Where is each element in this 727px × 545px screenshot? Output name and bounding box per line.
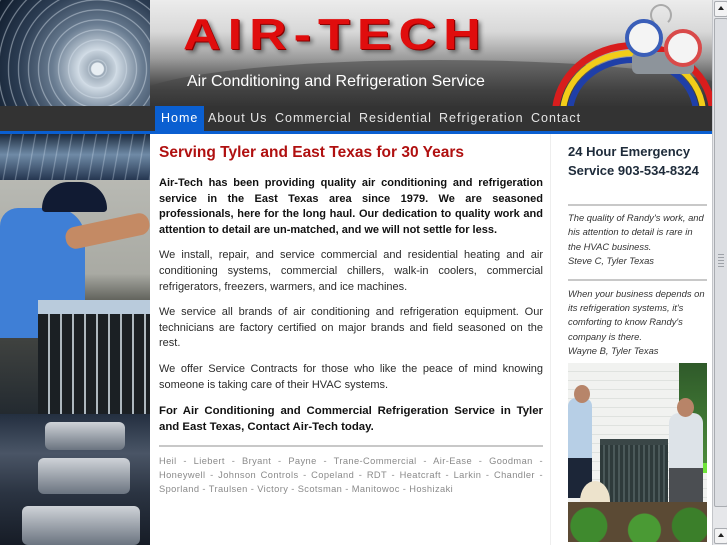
ac-unit [38,458,130,494]
main-nav [150,106,712,131]
testimonial [568,287,707,359]
site-logo[interactable]: AIR-TECH [183,10,488,59]
testimonial-author: Steve C, Tyler Texas [568,255,654,267]
site-tagline: Air Conditioning and Refrigeration Service [187,73,485,90]
technician-homeowner-photo [568,363,707,542]
page-title: Serving Tyler and East Texas for 30 Years [159,144,464,161]
scroll-up-button[interactable] [714,1,727,17]
sidebar [550,134,712,545]
nav-home[interactable]: Home [155,106,204,131]
homeowner-head [574,385,590,403]
technician-photo [0,180,150,414]
emergency-phone[interactable]: Service 903-534-8324 [568,163,699,178]
left-photo-column [0,0,150,545]
high-pressure-gauge [664,29,702,67]
scrollbar-thumb[interactable] [714,18,727,507]
service-contracts-paragraph: We offer Service Contracts for those who like the peace of mind knowing someone is taking care of their HVAC systems. [159,362,543,391]
ac-unit [45,422,125,450]
nav-commercial[interactable]: Commercial [275,111,352,125]
grip-icon [718,254,724,268]
nav-residential[interactable]: Residential [359,111,432,125]
call-to-action: For Air Conditioning and Commercial Refrigeration Service in Tyler and East Texas, Contact Air-Tech today. [159,405,543,433]
emergency-line-1: 24 Hour Emergency [568,144,691,159]
header-banner [150,0,712,106]
nav-about-us[interactable]: About Us [208,111,268,125]
testimonial-quote: The quality of Randy's work, and his attention to detail is rare in the HVAC business. [568,212,704,252]
technician-cap [42,182,107,212]
shrubs [568,502,707,542]
services-paragraph: We install, repair, and service commercial and residential heating and air conditioning systems, commercial chillers, walk-in coolers, commercial refrigerators, freezers, warmers, and ice machines. [159,249,543,293]
ac-units-row-photo [0,414,150,545]
condenser-fan-photo [0,0,150,106]
nav-refrigeration[interactable]: Refrigeration [439,111,524,125]
divider [568,204,707,206]
divider [159,445,543,447]
nav-contact[interactable]: Contact [531,111,582,125]
fan-grille-photo [0,134,150,180]
main-content [150,134,550,545]
nav-band-left [0,106,150,131]
ac-unit [38,300,150,424]
arrow-up-icon [718,6,724,10]
divider [568,279,707,281]
scroll-down-button[interactable] [714,528,727,544]
technician-head [677,398,694,417]
manifold-gauges-icon [552,4,710,106]
brands-list: Heil - Liebert - Bryant - Payne - Trane-Commercial - Air-Ease - Goodman - Honeywell - Johnson Controls - Copeland - RDT - Heatcraft - Larkin - Chandler - Sporland - Traulsen - Victory - Scotsman - Manitowoc - Hoshizaki [159,456,543,494]
vertical-scrollbar[interactable] [712,0,727,545]
arrow-up-icon [718,533,724,537]
ac-unit [22,506,140,545]
testimonial [568,211,707,269]
emergency-service [568,142,707,180]
testimonial-quote: When your business depends on its refrigeration systems, it's comforting to know Randy's company is there. [568,287,705,342]
low-pressure-gauge [625,19,663,57]
intro-paragraph: Air-Tech has been providing quality air conditioning and refrigeration service in the East Texas area since 1979. We are seasoned professionals, here for the long haul. Our dedication to quality work and attention to detail are un-matched, and we will not settle for less. [159,177,543,236]
testimonial-author: Wayne B, Tyler Texas [568,345,659,357]
brands-service-paragraph: We service all brands of air conditioning and refrigeration equipment. Our technicians are factory certified on major brands and field seasoned on the rest. [159,306,543,350]
